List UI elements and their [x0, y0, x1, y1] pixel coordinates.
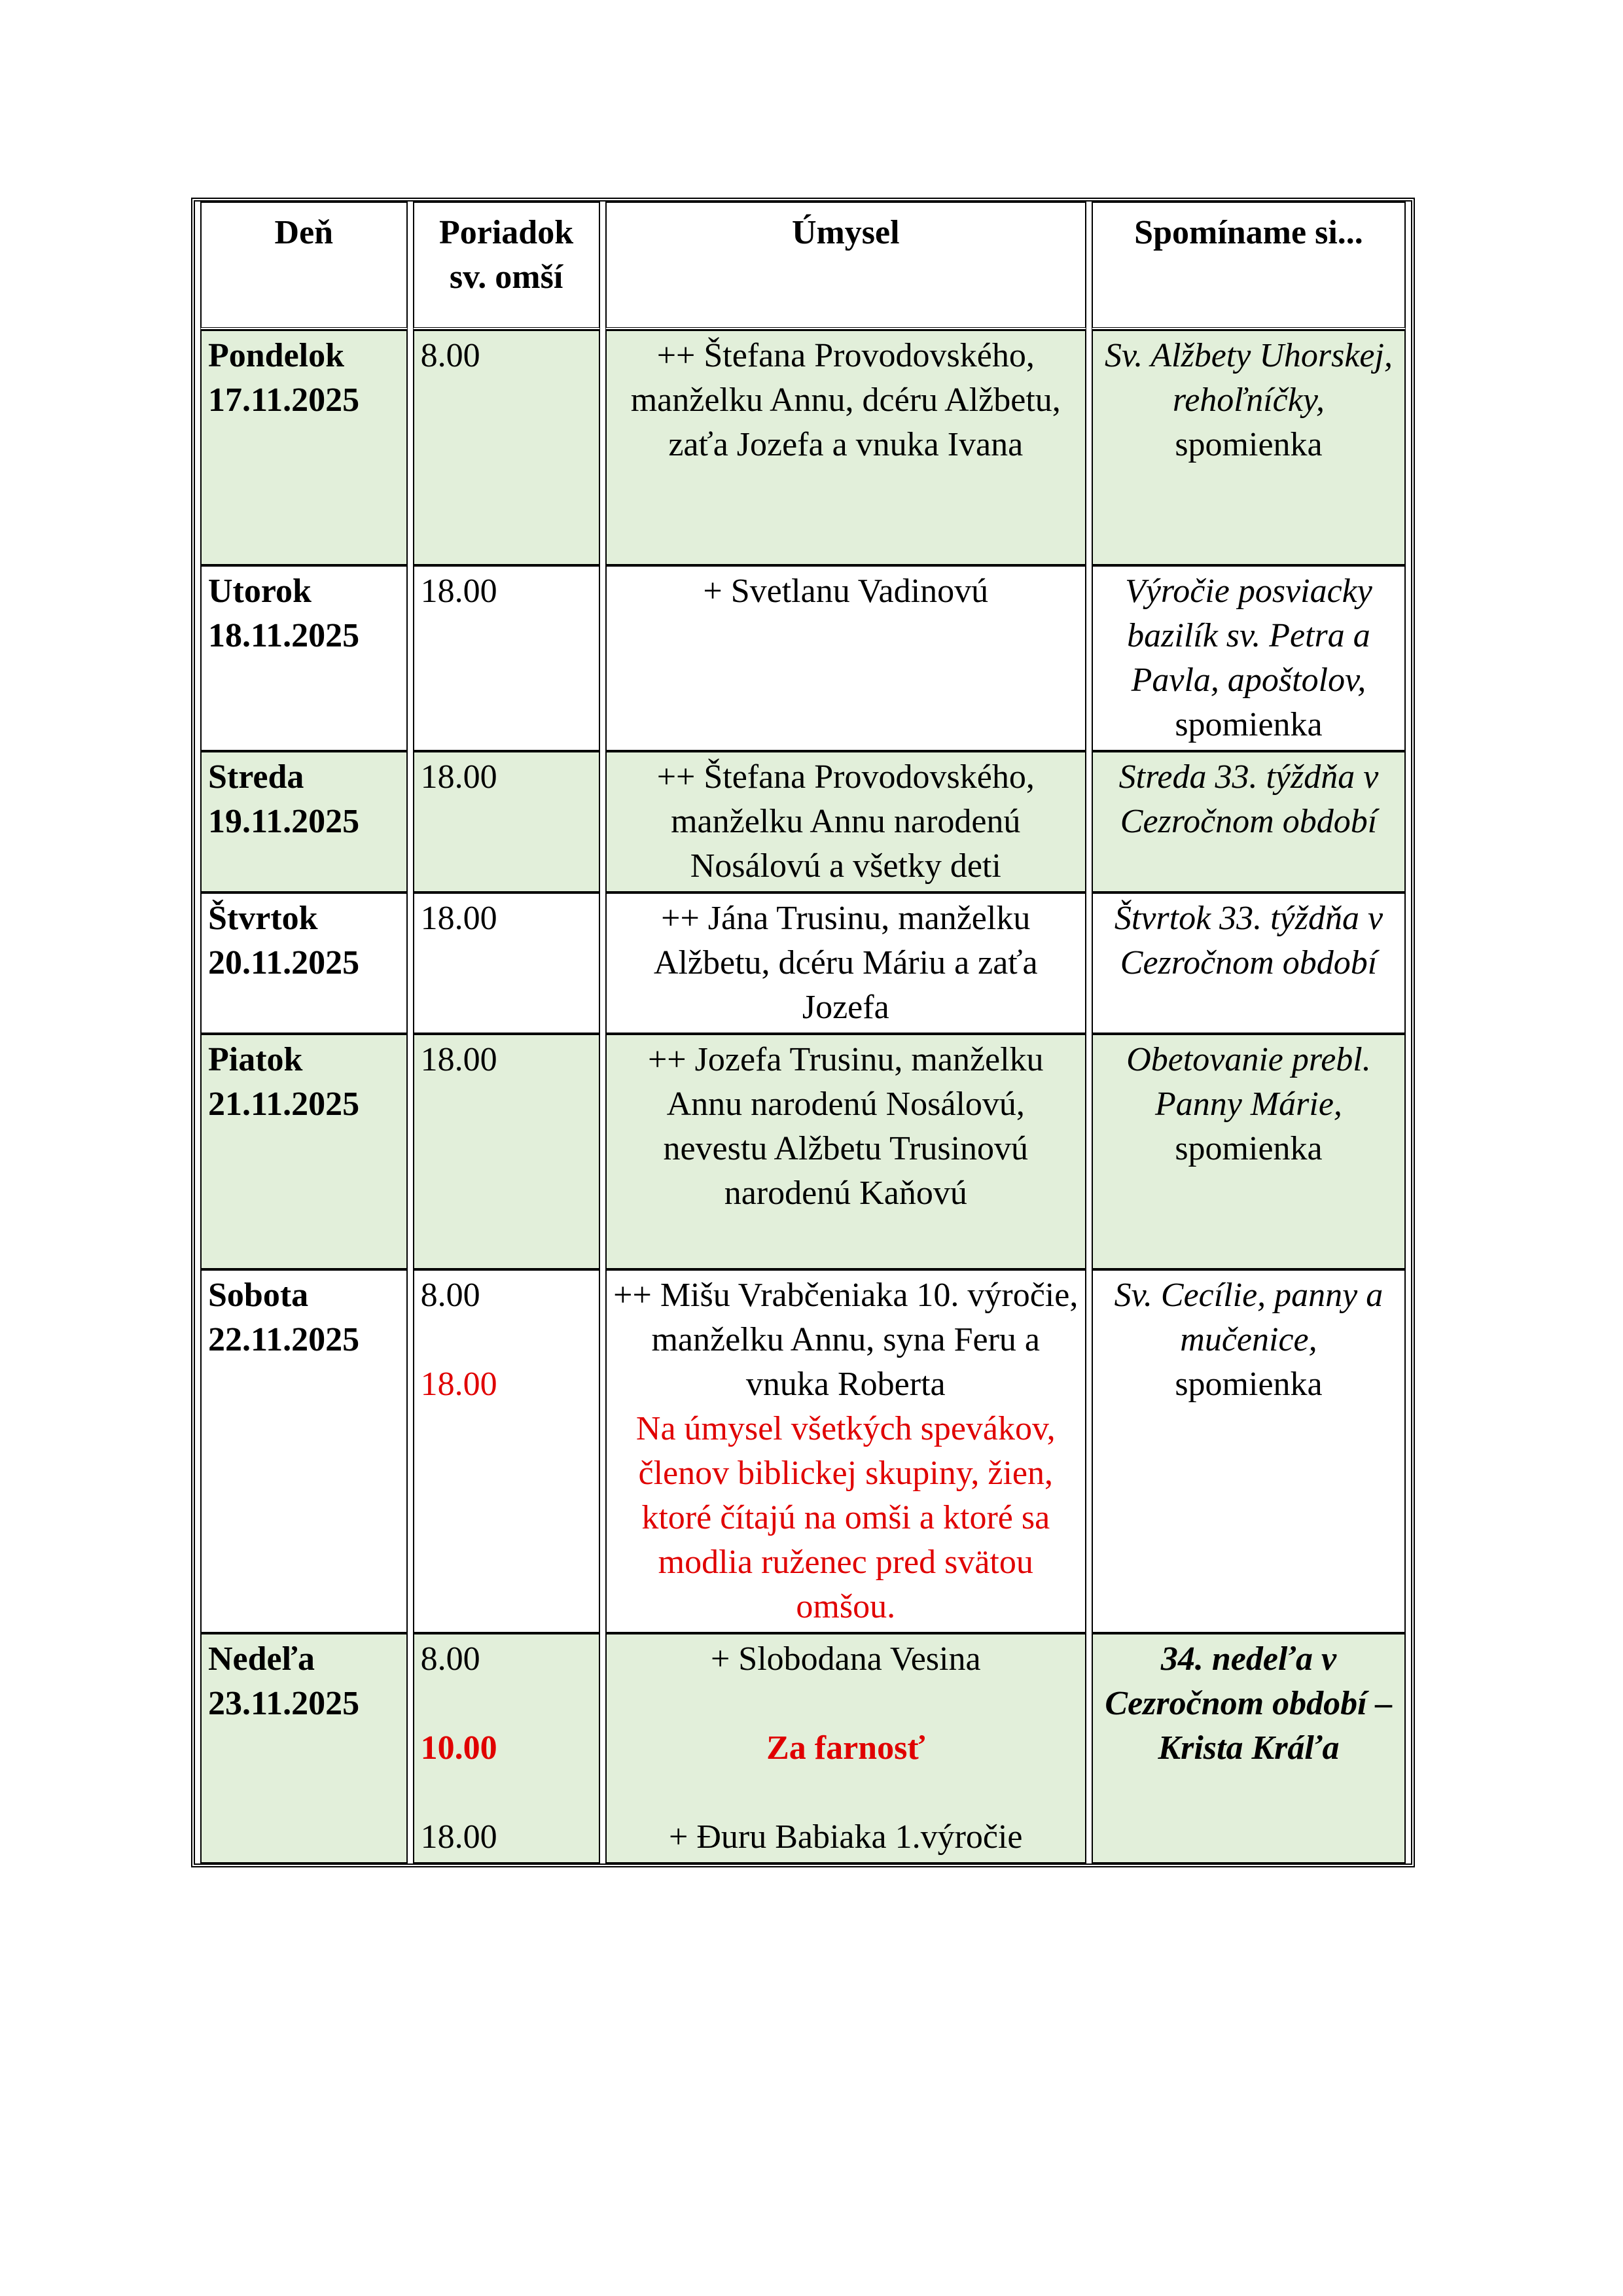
- memorial-title: 34. nedeľa v Cezročnom období – Krista Kráľa: [1105, 1640, 1393, 1767]
- table-row: [200, 892, 1406, 1034]
- header-time-line2: sv. omší: [449, 258, 563, 296]
- intention-text: ++ Štefana Provodovského, manželku Annu, dcéru Alžbetu, zaťa Jozefa a vnuka Ivana: [630, 337, 1061, 463]
- memorial-cell: [1092, 1034, 1406, 1269]
- intention-cell: [605, 1633, 1086, 1863]
- day-cell: [200, 1633, 408, 1863]
- day-name: Sobota: [208, 1277, 309, 1314]
- day-name: Nedeľa: [208, 1640, 315, 1678]
- mass-time: 18.00: [420, 900, 497, 937]
- table-row: [200, 330, 1406, 565]
- mass-time: 18.00: [420, 1041, 497, 1078]
- mass-schedule-table: [195, 202, 1411, 1863]
- day-name: Pondelok: [208, 337, 345, 374]
- time-cell: [413, 1269, 600, 1633]
- memorial-cell: [1092, 1269, 1406, 1633]
- memorial-rank: spomienka: [1175, 706, 1323, 743]
- day-date: 20.11.2025: [208, 944, 360, 981]
- intention-cell: [605, 1269, 1086, 1633]
- memorial-cell: [1092, 565, 1406, 751]
- mass-time-highlight: 10.00: [420, 1729, 497, 1767]
- header-time: [413, 202, 600, 330]
- intention-text: ++ Jozefa Trusinu, manželku Annu narodenú Nosálovú, nevestu Alžbetu Trusinovú narodenú Kaňovú: [647, 1041, 1044, 1212]
- intention-text: + Đuru Babiaka 1.výročie: [669, 1818, 1023, 1856]
- memorial-cell: [1092, 892, 1406, 1034]
- table-row: [200, 1034, 1406, 1269]
- day-date: 23.11.2025: [208, 1685, 360, 1722]
- memorial-cell: [1092, 330, 1406, 565]
- day-cell: [200, 565, 408, 751]
- memorial-cell: [1092, 751, 1406, 892]
- header-row: [200, 202, 1406, 330]
- memorial-title: Štvrtok 33. týždňa v Cezročnom období: [1114, 900, 1383, 981]
- header-time-line1: Poriadok: [439, 214, 574, 251]
- header-memorial: Spomíname si...: [1092, 202, 1406, 330]
- mass-time: 18.00: [420, 758, 497, 796]
- time-cell: [413, 751, 600, 892]
- intention-text: ++ Mišu Vrabčeniaka 10. výročie, manželku Annu, syna Feru a vnuka Roberta: [613, 1277, 1079, 1403]
- mass-schedule-frame: [191, 198, 1415, 1867]
- time-cell: [413, 330, 600, 565]
- time-cell: [413, 565, 600, 751]
- intention-text: ++ Jána Trusinu, manželku Alžbetu, dcéru Máriu a zaťa Jozefa: [653, 900, 1038, 1026]
- memorial-rank: spomienka: [1175, 1366, 1323, 1403]
- memorial-title: Obetovanie prebl. Panny Márie,: [1126, 1041, 1371, 1123]
- intention-cell: [605, 1034, 1086, 1269]
- memorial-rank: spomienka: [1175, 426, 1323, 463]
- intention-text-highlight: Na úmysel všetkých spevákov, členov biblickej skupiny, žien, ktoré čítajú na omši a ktoré sa modlia ruženec pred svätou omšou.: [635, 1410, 1056, 1625]
- mass-time: 18.00: [420, 573, 497, 610]
- memorial-rank: spomienka: [1175, 1130, 1323, 1167]
- memorial-title: Sv. Alžbety Uhorskej, rehoľníčky,: [1104, 337, 1393, 419]
- mass-time: 8.00: [420, 1277, 480, 1314]
- table-row: [200, 1269, 1406, 1633]
- intention-text: + Svetlanu Vadinovú: [703, 573, 989, 610]
- intention-text: + Slobodana Vesina: [710, 1640, 981, 1678]
- memorial-title: Streda 33. týždňa v Cezročnom období: [1118, 758, 1379, 840]
- mass-time: 8.00: [420, 1640, 480, 1678]
- day-date: 19.11.2025: [208, 803, 360, 840]
- day-cell: [200, 751, 408, 892]
- day-date: 18.11.2025: [208, 617, 360, 654]
- day-cell: [200, 1269, 408, 1633]
- intention-cell: [605, 565, 1086, 751]
- table-row: [200, 1633, 1406, 1863]
- memorial-title: Výročie posviacky bazilík sv. Petra a Pavla, apoštolov,: [1125, 573, 1372, 699]
- day-name: Štvrtok: [208, 900, 318, 937]
- day-cell: [200, 892, 408, 1034]
- intention-cell: [605, 330, 1086, 565]
- intention-cell: [605, 892, 1086, 1034]
- day-name: Piatok: [208, 1041, 303, 1078]
- day-date: 21.11.2025: [208, 1086, 360, 1123]
- intention-cell: [605, 751, 1086, 892]
- day-cell: [200, 1034, 408, 1269]
- header-day: Deň: [200, 202, 408, 330]
- day-name: Utorok: [208, 573, 312, 610]
- memorial-cell: [1092, 1633, 1406, 1863]
- day-name: Streda: [208, 758, 304, 796]
- time-cell: [413, 1633, 600, 1863]
- table-row: [200, 751, 1406, 892]
- time-cell: [413, 1034, 600, 1269]
- day-cell: [200, 330, 408, 565]
- header-intention: Úmysel: [605, 202, 1086, 330]
- intention-text-highlight: Za farnosť: [766, 1729, 925, 1767]
- mass-time: 8.00: [420, 337, 480, 374]
- time-cell: [413, 892, 600, 1034]
- table-row: [200, 565, 1406, 751]
- mass-time-highlight: 18.00: [420, 1366, 497, 1403]
- mass-time: 18.00: [420, 1818, 497, 1856]
- memorial-title: Sv. Cecílie, panny a mučenice,: [1114, 1277, 1383, 1358]
- day-date: 17.11.2025: [208, 381, 360, 419]
- intention-text: ++ Štefana Provodovského, manželku Annu narodenú Nosálovú a všetky deti: [656, 758, 1035, 885]
- day-date: 22.11.2025: [208, 1321, 360, 1358]
